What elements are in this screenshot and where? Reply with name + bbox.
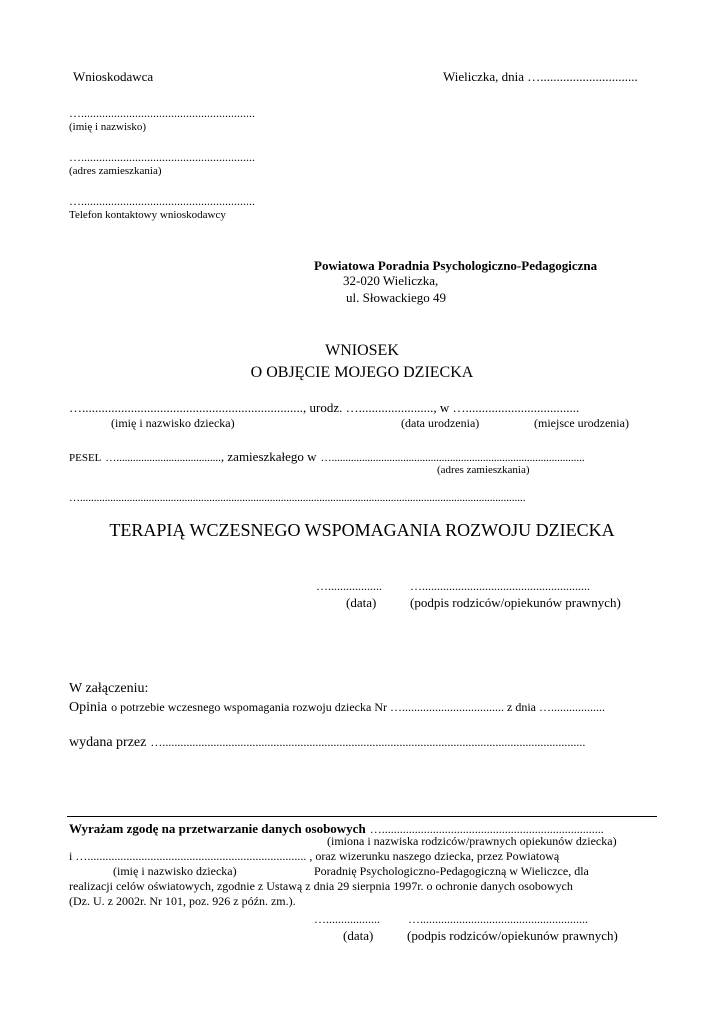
consent-line-2[interactable]: i …......................................................................... , oraz wizerunku naszego dziecka, przez Powiatową bbox=[69, 849, 560, 863]
opinion-prefix: Opinia bbox=[69, 700, 108, 715]
applicant-name-field[interactable]: ….......................................................... bbox=[69, 106, 255, 120]
pesel-label: PESEL bbox=[69, 452, 102, 464]
divider bbox=[67, 816, 657, 817]
child-name-caption: (imię i nazwisko dziecka) bbox=[111, 416, 235, 430]
recipient-postal: 32-020 Wieliczka, bbox=[343, 273, 439, 288]
applicant-phone-field[interactable]: ….......................................................... bbox=[69, 194, 255, 208]
child-data-line[interactable]: …...................................................................., urodz. …......................., w …................................... bbox=[69, 400, 580, 415]
opinion-line bbox=[69, 698, 605, 716]
issued-field[interactable]: …............................................................................................................................................. bbox=[150, 735, 586, 749]
pesel-line bbox=[69, 448, 585, 466]
birth-place-caption: (miejsce urodzenia) bbox=[534, 416, 629, 430]
residing-field[interactable]: …............................................................................................ bbox=[320, 452, 585, 464]
consent-signature-field[interactable]: …........................................................ bbox=[408, 912, 588, 926]
signature-caption: (podpis rodziców/opiekunów prawnych) bbox=[410, 595, 621, 610]
birth-date-caption: (data urodzenia) bbox=[401, 416, 480, 430]
signature-field[interactable]: …........................................................ bbox=[410, 579, 590, 593]
pesel-field[interactable]: …...................................... bbox=[105, 452, 221, 464]
consent-date-caption: (data) bbox=[343, 928, 374, 943]
consent-signature-caption: (podpis rodziców/opiekunów prawnych) bbox=[407, 928, 618, 943]
applicant-label: Wnioskodawca bbox=[73, 69, 154, 84]
place-date[interactable]: Wieliczka, dnia ….............................. bbox=[443, 69, 638, 84]
page-title: WNIOSEK bbox=[325, 342, 399, 359]
consent-parents-caption: (imiona i nazwiska rodziców/prawnych opiekunów dziecka) bbox=[327, 834, 617, 848]
consent-date-field[interactable]: ….................. bbox=[314, 912, 380, 926]
residing-label: , zamieszkałego w bbox=[220, 449, 317, 464]
issued-line bbox=[69, 733, 585, 751]
recipient-street: ul. Słowackiego 49 bbox=[346, 290, 447, 305]
signature-date-caption: (data) bbox=[346, 595, 377, 610]
applicant-phone-caption: Telefon kontaktowy wnioskodawcy bbox=[69, 209, 226, 221]
issued-label: wydana przez bbox=[69, 735, 147, 750]
consent-bold-text: Wyrażam zgodę na przetwarzanie danych osobowych bbox=[69, 821, 366, 836]
page-subtitle: O OBJĘCIE MOJEGO DZIECKA bbox=[250, 364, 474, 381]
consent-line-4: realizacji celów oświatowych, zgodnie z Ustawą z dnia 29 sierpnia 1997r. o ochronie danych osobowych bbox=[69, 879, 573, 893]
therapy-title: TERAPIĄ WCZESNEGO WSPOMAGANIA ROZWOJU DZIECKA bbox=[109, 520, 615, 540]
applicant-address-caption: (adres zamieszkania) bbox=[69, 165, 162, 177]
consent-line-5: (Dz. U. z 2002r. Nr 101, poz. 926 z późn. zm.). bbox=[69, 894, 296, 908]
consent-child-caption: (imię i nazwisko dziecka) bbox=[113, 864, 237, 878]
address-continuation[interactable]: ….................................................................................................................................................................. bbox=[69, 492, 526, 504]
signature-date-field[interactable]: ….................. bbox=[316, 579, 382, 593]
consent-parents-field[interactable]: ….......................................................................... bbox=[369, 822, 604, 836]
opinion-text[interactable]: o potrzebie wczesnego wspomagania rozwoju dziecka Nr ….................................. z dnia ….................. bbox=[111, 700, 605, 714]
consent-line-3: Poradnię Psychologiczno-Pedagogiczną w Wieliczce, dla bbox=[314, 864, 589, 878]
recipient-name: Powiatowa Poradnia Psychologiczno-Pedagogiczna bbox=[314, 258, 598, 273]
applicant-address-field[interactable]: ….......................................................... bbox=[69, 150, 255, 164]
attachment-label: W załączeniu: bbox=[69, 681, 149, 696]
applicant-name-caption: (imię i nazwisko) bbox=[69, 121, 146, 133]
address-caption: (adres zamieszkania) bbox=[437, 464, 530, 476]
